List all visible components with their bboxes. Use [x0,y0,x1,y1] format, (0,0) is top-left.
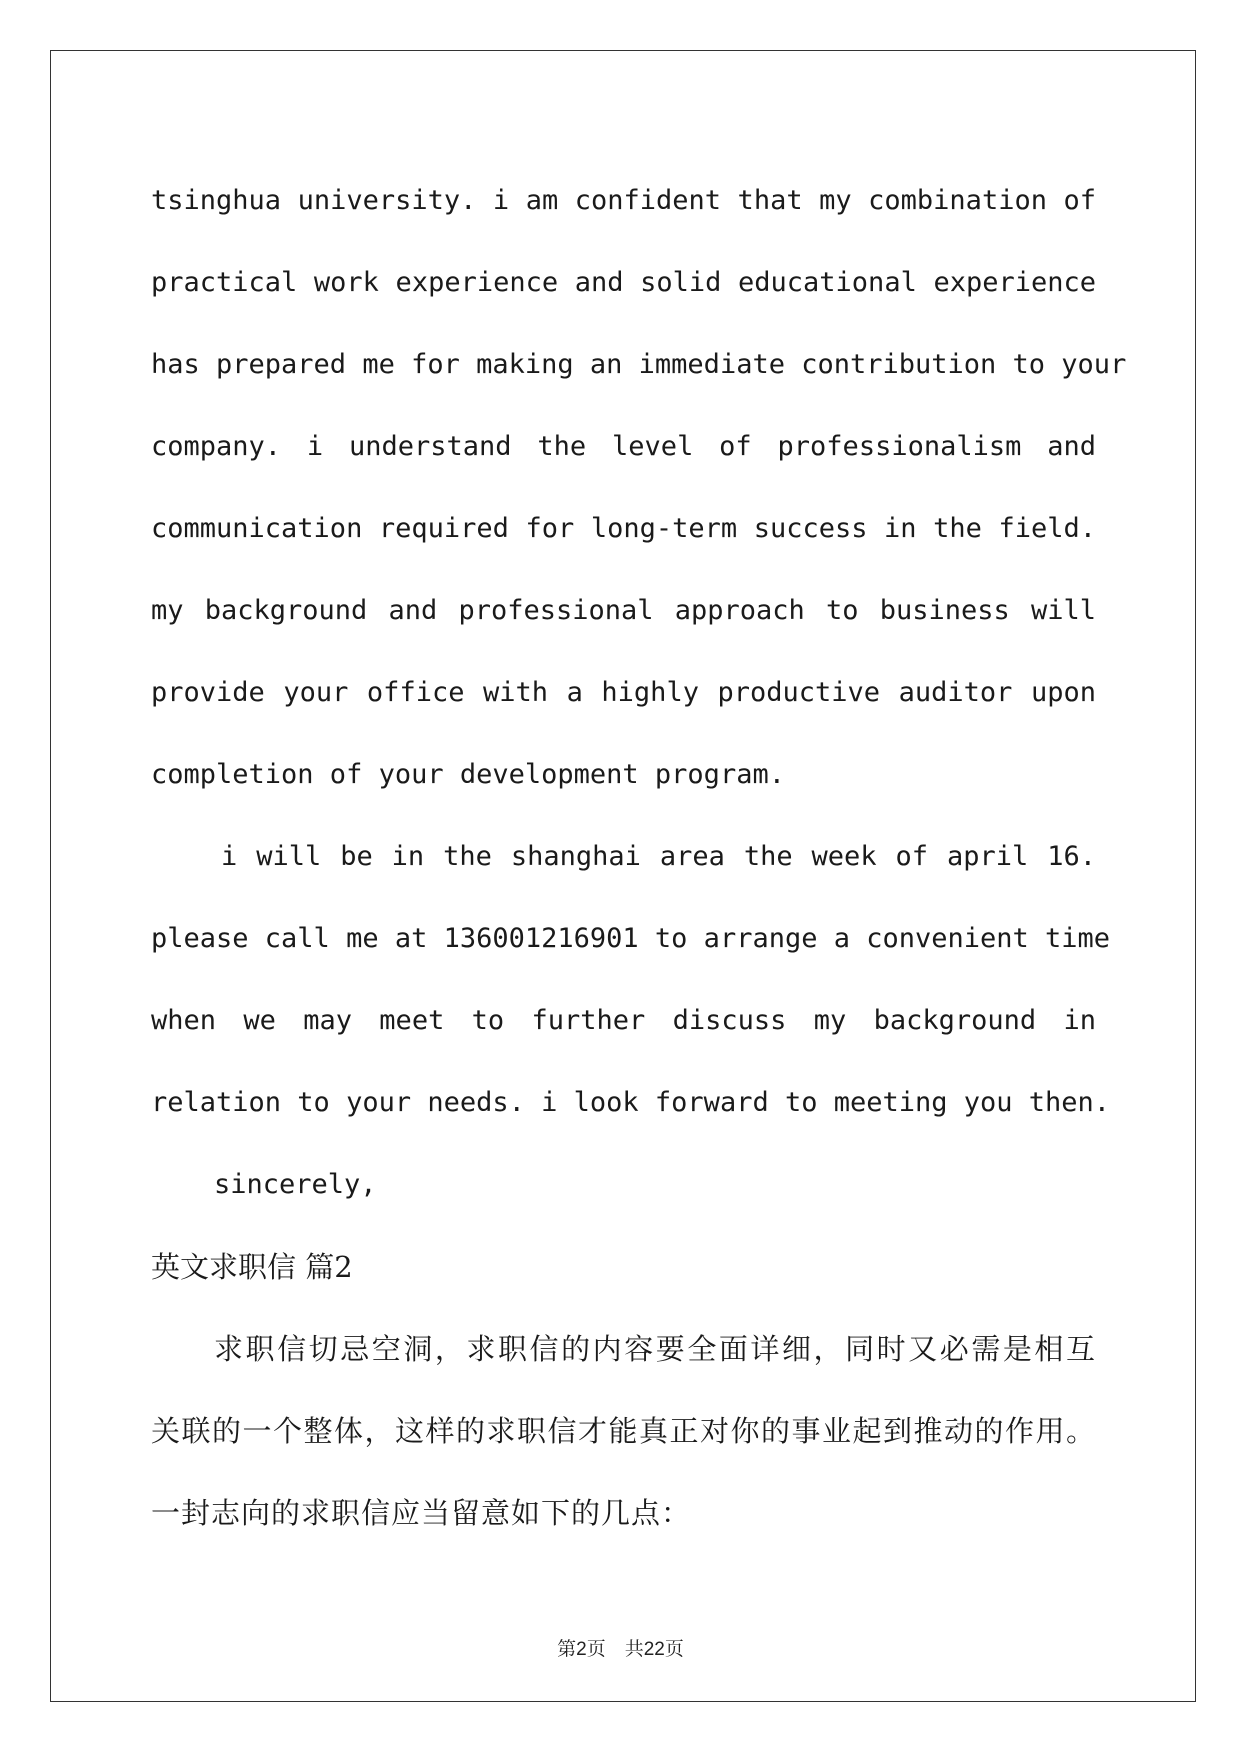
footer-suffix: 页 [664,1639,684,1660]
cn-paragraph-line: 一封志向的求职信应当留意如下的几点： [151,1496,692,1530]
footer-prefix: 第 [557,1639,577,1660]
cn-paragraph-line: 关联的一个整体，这样的求职信才能真正对你的事业起到推动的作用。 [151,1414,1096,1448]
body-line: practical work experience and solid educational experience [151,267,1096,298]
body-line: company. i understand the level of professionalism and [151,431,1096,462]
body-line: communication required for long-term success in the field. [151,513,1096,544]
body-line: tsinghua university. i am confident that my combination of [151,185,1096,216]
closing-line: sincerely, [214,1169,377,1200]
footer-mid: 页 共 [586,1639,644,1660]
body-line: provide your office with a highly productive auditor upon [151,677,1096,708]
body-line: my background and professional approach to business will [151,595,1096,626]
footer-total-pages: 22 [643,1639,665,1660]
section-heading: 英文求职信 篇2 [151,1250,353,1284]
cn-paragraph-line: 求职信切忌空洞，求职信的内容要全面详细，同时又必需是相互 [214,1332,1096,1366]
footer-page-number: 2 [576,1639,587,1660]
body-line: has prepared me for making an immediate contribution to your [151,349,1127,380]
paragraph-line: when we may meet to further discuss my background in [151,1005,1096,1036]
body-line: completion of your development program. [151,759,785,790]
document-body [151,160,1127,1554]
paragraph-line: i will be in the shanghai area the week of april 16. [221,841,1096,872]
page-footer [0,1634,1241,1661]
paragraph-line: please call me at 136001216901 to arrange a convenient time [151,923,1111,954]
paragraph-line: relation to your needs. i look forward to meeting you then. [151,1087,1111,1118]
